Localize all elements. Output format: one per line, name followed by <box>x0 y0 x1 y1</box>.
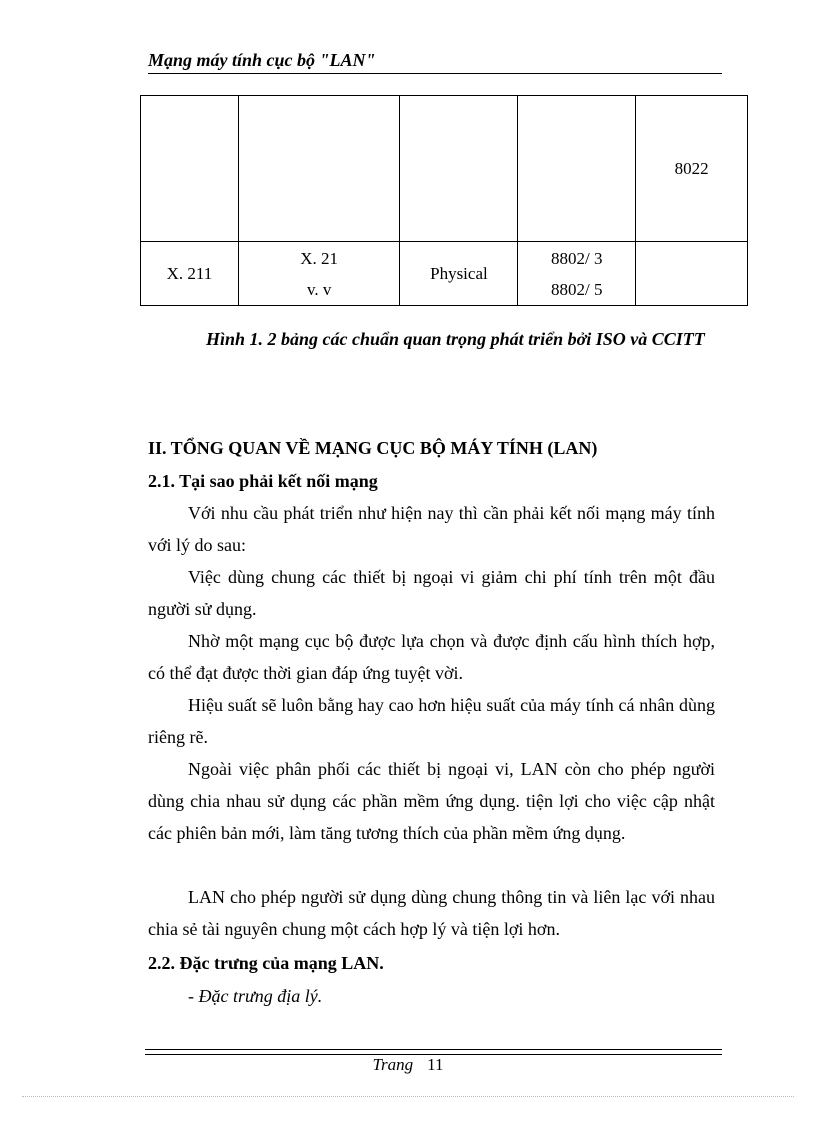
section-heading: II. TỔNG QUAN VỀ MẠNG CỤC BỘ MÁY TÍNH (LAN) <box>148 438 598 458</box>
paragraph: Hiệu suất sẽ luôn bằng hay cao hơn hiệu suất của máy tính cá nhân dùng riêng rẽ. <box>148 695 715 747</box>
paragraph: Ngoài việc phân phối các thiết bị ngoại vi, LAN còn cho phép người dùng chia nhau sử dụng các phần mềm ứng dụng. tiện lợi cho việc cập nhật các phiên bản mới, làm tăng tương thích của phần mềm ứng dụng. <box>148 759 715 843</box>
page-footer <box>0 1055 816 1075</box>
paragraph: LAN cho phép người sử dụng dùng chung thông tin và liên lạc với nhau chia sẻ tài nguyên chung một cách hợp lý và tiện lợi hơn. <box>148 887 715 939</box>
paragraph: Việc dùng chung các thiết bị ngoại vi giảm chi phí tính trên một đầu người sử dụng. <box>148 567 715 619</box>
table-cell <box>238 96 400 242</box>
page-edge-dotted-line <box>22 1096 794 1097</box>
table-cell <box>400 96 518 242</box>
page-number: 11 <box>427 1055 444 1074</box>
cell-line: v. v <box>306 279 332 299</box>
cell-line: 8802/ 5 <box>551 279 603 299</box>
footer-label: Trang <box>372 1055 414 1074</box>
table-cell <box>238 242 400 306</box>
table-cell: 8022 <box>636 96 748 242</box>
table-cell <box>636 242 748 306</box>
figure-caption <box>148 328 722 350</box>
caption-text: Hình 1. 2 bảng các chuẩn quan trọng phát triển bởi ISO và CCITT <box>206 329 705 349</box>
bullet-item: - Đặc trưng địa lý. <box>188 986 323 1006</box>
cell-line: X. 21 <box>300 248 339 268</box>
table-row <box>141 96 748 242</box>
table-cell: Physical <box>400 242 518 306</box>
subsection-heading: 2.2. Đặc trưng của mạng LAN. <box>148 953 384 973</box>
table-cell <box>141 96 239 242</box>
table-cell <box>518 242 636 306</box>
subsection-heading: 2.1. Tại sao phải kết nối mạng <box>148 471 378 491</box>
table-cell: X. 211 <box>141 242 239 306</box>
page-header-title: Mạng máy tính cục bộ "LAN" <box>148 50 722 74</box>
paragraph: Nhờ một mạng cục bộ được lựa chọn và được định cấu hình thích hợp, có thể đạt được thời gian đáp ứng tuyệt vời. <box>148 631 715 683</box>
cell-line: 8802/ 3 <box>551 248 603 268</box>
table-row <box>141 242 748 306</box>
paragraph: Với nhu cầu phát triển như hiện nay thì cần phải kết nối mạng máy tính với lý do sau: <box>148 503 715 555</box>
table-cell <box>518 96 636 242</box>
standards-table <box>140 95 748 306</box>
